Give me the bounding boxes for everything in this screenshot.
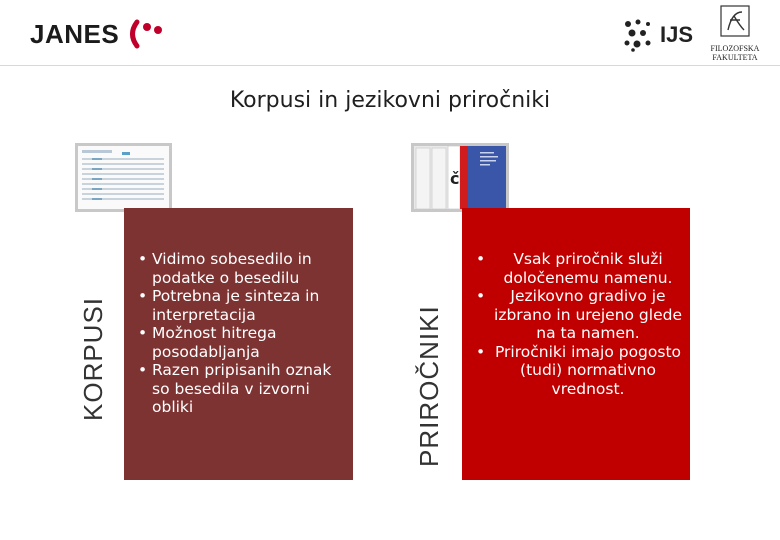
ijs-logo[interactable]	[622, 18, 693, 52]
ijs-dots-icon	[622, 18, 656, 52]
janes-logo[interactable]	[30, 14, 165, 54]
header	[0, 0, 780, 66]
corpora-bullet: • Razen pripisanih oznak so besedila v izvorni obliki	[124, 361, 349, 417]
corpora-label: KORPUSI	[78, 296, 108, 421]
janes-mark-icon	[125, 19, 165, 49]
dictionary-books-image	[414, 146, 506, 209]
handbooks-bullet: • Vsak priročnik služi določenemu namenu.	[462, 250, 688, 287]
handbooks-books-thumbnail	[411, 143, 509, 212]
ff-logo-text	[706, 44, 764, 62]
handbooks-panel	[462, 208, 690, 480]
ff-logo[interactable]	[706, 4, 764, 62]
header-divider	[0, 65, 780, 66]
handbooks-bullet-list	[462, 250, 688, 398]
handbooks-bullet: • Priročniki imajo pogosto (tudi) normativno vrednost.	[462, 343, 688, 399]
slide-title: Korpusi in jezikovni priročniki	[229, 88, 551, 113]
corpora-bullet: • Vidimo sobesedilo in podatke o besedilu	[124, 250, 349, 287]
ff-logo-text-line1: FILOZOFSKA	[710, 44, 760, 53]
janes-logo-text: JANES	[30, 18, 120, 49]
corpora-bullet-list	[124, 250, 349, 417]
ff-logo-text-line2: FAKULTETA	[712, 53, 758, 62]
corpora-bullet: • Potrebna je sinteza in interpretacija	[124, 287, 349, 324]
corpora-bullet: • Možnost hitrega posodabljanja	[124, 324, 349, 361]
handbooks-label: PRIROČNIKI	[414, 305, 444, 467]
ff-emblem-icon	[706, 4, 764, 44]
corpus-table-image	[78, 146, 169, 209]
svg-text:č: č	[450, 169, 460, 188]
corpora-panel	[124, 208, 353, 480]
corpus-screenshot-thumbnail	[75, 143, 172, 212]
ijs-logo-text: IJS	[660, 22, 694, 47]
handbooks-bullet: • Jezikovno gradivo je izbrano in urejeno glede na ta namen.	[462, 287, 688, 343]
